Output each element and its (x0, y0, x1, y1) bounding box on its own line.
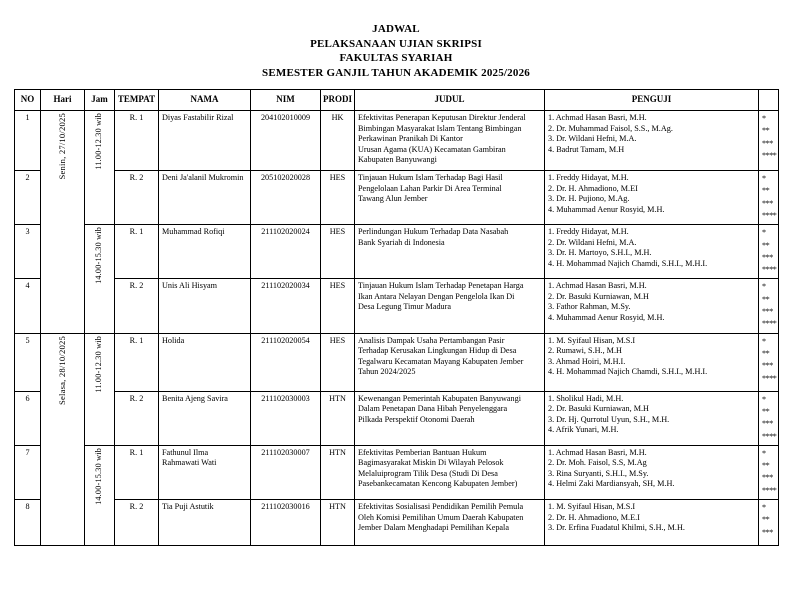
column-header-ttd (759, 90, 779, 111)
judul-line: Urusan Agama (KUA) Kecamatan Gambiran (358, 144, 506, 154)
penguji-item: 1. Freddy Hidayat, M.H. (548, 173, 629, 183)
column-header-nama: NAMA (159, 90, 251, 111)
cell-penguji (545, 391, 759, 445)
table-row (15, 445, 779, 499)
column-header-no: NO (15, 90, 41, 111)
penguji-list (548, 281, 755, 323)
penguji-item: 2. Dr. Muhammad Faisol, S.S., M.Ag. (548, 123, 673, 133)
table-body (15, 111, 779, 546)
table-row (15, 111, 779, 171)
penguji-item: 3. Dr. Wildani Hefni, M.A. (548, 134, 637, 144)
cell-ttd (759, 333, 779, 391)
cell-judul (355, 225, 545, 279)
penguji-item: 4. Badrut Tamam, M.H (548, 144, 625, 154)
cell-penguji (545, 333, 759, 391)
column-header-hari: Hari (41, 90, 85, 111)
judul-line: Tawang Alun Jember (358, 194, 428, 204)
ttd-marks (762, 227, 775, 276)
cell-prodi: HES (321, 279, 355, 333)
cell-hari (41, 333, 85, 545)
ttd-mark: **** (762, 319, 777, 329)
cell-tempat: R. 2 (115, 171, 159, 225)
cell-no: 2 (15, 171, 41, 225)
cell-no: 5 (15, 333, 41, 391)
penguji-item: 2. Dr. H. Ahmadiono, M.E.I (548, 512, 640, 522)
ttd-mark: ** (762, 126, 770, 136)
judul-line: Bimbingan Masyarakat Islam Tentang Bimbingan (358, 123, 522, 133)
cell-tempat: R. 1 (115, 225, 159, 279)
penguji-item: 4. Muhammad Aenur Rosyid, M.H. (548, 312, 665, 322)
penguji-item: 3. Fathor Rahman, M.Sy. (548, 302, 631, 312)
table-row (15, 500, 779, 546)
title-line-4: SEMESTER GANJIL TAHUN AKADEMIK 2025/2026 (262, 66, 530, 79)
ttd-mark: ** (762, 461, 770, 471)
ttd-marks (762, 113, 775, 162)
jam-label: 11.00-12.30 wib (94, 335, 104, 393)
judul-line: Efektivitas Penerapan Keputusan Direktur Jenderal (358, 113, 526, 123)
penguji-item: 2. Dr. Basuki Kurniawan, M.H (548, 404, 649, 414)
ttd-mark: *** (762, 307, 773, 317)
ttd-marks (762, 173, 775, 222)
column-header-jam: Jam (85, 90, 115, 111)
cell-penguji (545, 500, 759, 546)
penguji-list (548, 502, 755, 534)
cell-ttd (759, 445, 779, 499)
judul-line: Jember Dalam Menghadapi Pemilihan Kepala (358, 523, 509, 532)
hari-label: Selasa, 28/10/2025 (57, 335, 68, 405)
ttd-mark: ** (762, 406, 770, 416)
ttd-mark: *** (762, 527, 773, 537)
judul-line: Bank Syariah di Indonesia (358, 237, 445, 247)
penguji-item: 1. Achmad Hasan Basri, M.H. (548, 447, 647, 457)
penguji-item: 1. Achmad Hasan Basri, M.H. (548, 281, 647, 291)
ttd-mark: *** (762, 198, 773, 208)
cell-nim: 211102020034 (251, 279, 321, 333)
ttd-mark: **** (762, 150, 777, 160)
cell-jam (85, 225, 115, 333)
column-header-penguji: PENGUJI (545, 90, 759, 111)
penguji-item: 3. Dr. H. Martoyo, S.H.I., M.H. (548, 248, 652, 258)
cell-hari (41, 111, 85, 334)
ttd-marks (762, 281, 775, 330)
penguji-item: 1. Freddy Hidayat, M.H. (548, 227, 629, 237)
cell-prodi: HK (321, 111, 355, 171)
judul-line: Tinjauan Hukum Islam Terhadap Bagi Hasil (358, 173, 503, 183)
table-row (15, 391, 779, 445)
jam-label: 14.00-15.30 wib (94, 227, 104, 285)
ttd-mark: * (762, 448, 766, 458)
judul-line: Efektivitas Sosialisasi Pendidikan Pemilih Pemula (358, 502, 524, 511)
penguji-item: 3. Dr. Erfina Fuadatul Khilmi, S.H., M.H. (548, 523, 685, 532)
penguji-list (548, 173, 755, 215)
penguji-item: 4. H. Mohammad Najich Chamdi, S.H.I., M.H.I. (548, 258, 708, 268)
cell-nama: Fathunul Ilma Rahmawati Wati (159, 445, 251, 499)
cell-no: 4 (15, 279, 41, 333)
hari-label: Senin, 27/10/2025 (57, 113, 68, 180)
penguji-item: 2. Rumawi, S.H., M.H (548, 346, 622, 356)
cell-ttd (759, 111, 779, 171)
cell-nim: 211102030016 (251, 500, 321, 546)
cell-judul (355, 279, 545, 333)
cell-no: 1 (15, 111, 41, 171)
penguji-item: 2. Dr. Moh. Faisol, S.S, M.Ag (548, 458, 647, 468)
jam-label: 14.00-15.30 wib (94, 447, 104, 505)
judul-line: Efektivitas Pemberian Bantuan Hukum (358, 447, 487, 457)
schedule-table (14, 89, 779, 546)
cell-judul (355, 500, 545, 546)
cell-judul (355, 445, 545, 499)
ttd-marks (762, 394, 775, 443)
judul-line: Tinjauan Hukum Islam Terhadap Penetapan Harga (358, 281, 524, 291)
cell-tempat: R. 1 (115, 111, 159, 171)
ttd-mark: * (762, 394, 766, 404)
judul-line: Oleh Komisi Pemilihan Umum Daerah Kabupaten (358, 512, 524, 522)
ttd-mark: ** (762, 240, 770, 250)
cell-prodi: HTN (321, 391, 355, 445)
ttd-mark: ** (762, 515, 770, 525)
judul-line: Dalam Penetapan Dana Hibah Penyelenggara (358, 404, 508, 414)
cell-nama: Diyas Fastabilir Rizal (159, 111, 251, 171)
cell-tempat: R. 2 (115, 279, 159, 333)
penguji-item: 4. H. Mohammad Najich Chamdi, S.H.I., M.H.I. (548, 367, 708, 377)
title-line-1: JADWAL (372, 23, 420, 35)
title-line-3: FAKULTAS SYARIAH (339, 52, 453, 65)
judul-line: Pasebankecamatan Kencong Kabupaten Jember) (358, 479, 518, 489)
ttd-mark: * (762, 228, 766, 238)
cell-nim: 211102030007 (251, 445, 321, 499)
jam-label: 11.00-12.30 wib (94, 113, 104, 170)
cell-jam (85, 445, 115, 545)
penguji-item: 1. M. Syifaul Hisan, M.S.I (548, 335, 636, 345)
cell-jam (85, 111, 115, 225)
cell-judul (355, 171, 545, 225)
ttd-mark: * (762, 336, 766, 346)
ttd-marks (762, 336, 775, 385)
cell-ttd (759, 225, 779, 279)
judul-line: Tegalwaru Kecamatan Mayang Kabupaten Jember (358, 356, 524, 366)
penguji-list (548, 448, 755, 490)
cell-judul (355, 111, 545, 171)
judul-line: Perlindungan Hukum Terhadap Data Nasabah (358, 227, 509, 237)
cell-nama: Deni Ja'alanil Mukromin (159, 171, 251, 225)
cell-nim: 211102030003 (251, 391, 321, 445)
judul-line: Kabupaten Banyuwangi (358, 155, 437, 165)
ttd-mark: * (762, 114, 766, 124)
judul-line: Melaluiprogram Tilik Desa (Studi Di Desa (358, 468, 498, 478)
ttd-marks (762, 502, 775, 539)
ttd-mark: *** (762, 361, 773, 371)
cell-nim: 204102010009 (251, 111, 321, 171)
ttd-mark: ** (762, 294, 770, 304)
column-header-prodi: PRODI (321, 90, 355, 111)
cell-penguji (545, 111, 759, 171)
cell-no: 7 (15, 445, 41, 499)
cell-tempat: R. 1 (115, 445, 159, 499)
table-row (15, 171, 779, 225)
cell-nama: Muhammad Rofiqi (159, 225, 251, 279)
cell-nim: 205102020028 (251, 171, 321, 225)
column-header-tempat: TEMPAT (115, 90, 159, 111)
penguji-item: 2. Dr. Basuki Kurniawan, M.H (548, 291, 649, 301)
document-title-block (14, 22, 778, 80)
penguji-item: 4. Afrik Yunari, M.H. (548, 425, 619, 435)
penguji-item: 3. Rina Suryanti, S.H.I., M.Sy. (548, 468, 649, 478)
ttd-mark: *** (762, 419, 773, 429)
judul-line: Analisis Dampak Usaha Pertambangan Pasir (358, 335, 505, 345)
penguji-item: 4. Muhammad Aenur Rosyid, M.H. (548, 204, 665, 214)
cell-prodi: HES (321, 225, 355, 279)
judul-line: Perkawinan Pranikah Di Kantor (358, 134, 463, 144)
penguji-item: 3. Dr. Hj. Qurrotul Uyun, S.H., M.H. (548, 414, 670, 424)
table-header-row (15, 90, 779, 111)
ttd-mark: * (762, 174, 766, 184)
table-header (15, 90, 779, 111)
ttd-mark: *** (762, 138, 773, 148)
cell-no: 8 (15, 500, 41, 546)
ttd-mark: **** (762, 265, 777, 275)
cell-tempat: R. 2 (115, 500, 159, 546)
title-line-2: PELAKSANAAN UJIAN SKRIPSI (310, 37, 482, 50)
ttd-mark: *** (762, 473, 773, 483)
judul-line: Tahun 2024/2025 (358, 367, 416, 377)
penguji-item: 1. Sholikul Hadi, M.H. (548, 393, 624, 403)
cell-penguji (545, 225, 759, 279)
cell-tempat: R. 2 (115, 391, 159, 445)
judul-line: Bagimasyarakat Miskin Di Wilayah Pelosok (358, 458, 504, 468)
cell-ttd (759, 500, 779, 546)
ttd-mark: **** (762, 485, 777, 495)
ttd-mark: **** (762, 431, 777, 441)
ttd-mark: **** (762, 210, 777, 220)
cell-tempat: R. 1 (115, 333, 159, 391)
cell-judul (355, 333, 545, 391)
ttd-mark: ** (762, 348, 770, 358)
cell-ttd (759, 279, 779, 333)
penguji-item: 3. Dr. H. Pujiono, M.Ag. (548, 194, 630, 204)
cell-prodi: HES (321, 171, 355, 225)
penguji-list (548, 336, 755, 378)
cell-nama: Unis Ali Hisyam (159, 279, 251, 333)
cell-nama: Holida (159, 333, 251, 391)
cell-nim: 211102020024 (251, 225, 321, 279)
cell-no: 6 (15, 391, 41, 445)
judul-line: Desa Legung Timur Madura (358, 302, 452, 312)
penguji-item: 4. Helmi Zaki Mardiansyah, SH, M.H. (548, 479, 675, 489)
judul-line: Ikan Antara Nelayan Dengan Pengelola Ikan Di (358, 291, 515, 301)
cell-nama: Tia Puji Astutik (159, 500, 251, 546)
ttd-marks (762, 448, 775, 497)
penguji-item: 2. Dr. Wildani Hefni, M.A. (548, 237, 637, 247)
ttd-mark: * (762, 282, 766, 292)
cell-penguji (545, 445, 759, 499)
penguji-list (548, 227, 755, 269)
table-row (15, 333, 779, 391)
ttd-mark: **** (762, 373, 777, 383)
cell-prodi: HTN (321, 445, 355, 499)
penguji-item: 3. Ahmad Hoiri, M.H.I. (548, 356, 626, 366)
cell-penguji (545, 171, 759, 225)
cell-no: 3 (15, 225, 41, 279)
cell-jam (85, 333, 115, 445)
ttd-mark: *** (762, 252, 773, 262)
cell-nim: 211102020054 (251, 333, 321, 391)
cell-nama: Benita Ajeng Savira (159, 391, 251, 445)
ttd-mark: ** (762, 186, 770, 196)
penguji-list (548, 394, 755, 436)
ttd-mark: * (762, 503, 766, 512)
penguji-item: 2. Dr. H. Ahmadiono, M.EI (548, 183, 638, 193)
judul-line: Pilkada Perspektif Otonomi Daerah (358, 414, 475, 424)
penguji-item: 1. M. Syifaul Hisan, M.S.I (548, 502, 636, 511)
cell-penguji (545, 279, 759, 333)
penguji-list (548, 113, 755, 155)
judul-line: Pengelolaan Lahan Parkir Di Area Terminal (358, 183, 502, 193)
cell-ttd (759, 171, 779, 225)
cell-ttd (759, 391, 779, 445)
judul-line: Terhadap Kerusakan Lingkungan Hidup di Desa (358, 346, 517, 356)
cell-prodi: HTN (321, 500, 355, 546)
table-row (15, 279, 779, 333)
column-header-judul: JUDUL (355, 90, 545, 111)
judul-line: Kewenangan Pemerintah Kabupaten Banyuwangi (358, 393, 522, 403)
cell-judul (355, 391, 545, 445)
cell-prodi: HES (321, 333, 355, 391)
table-row (15, 225, 779, 279)
penguji-item: 1. Achmad Hasan Basri, M.H. (548, 113, 647, 123)
column-header-nim: NIM (251, 90, 321, 111)
